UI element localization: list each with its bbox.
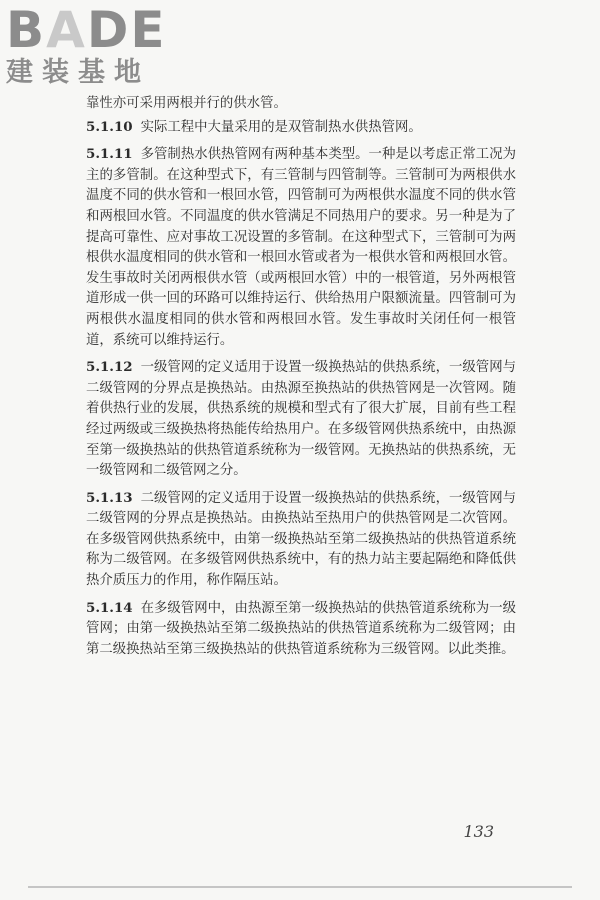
bottom-divider [28,886,572,888]
section-number: 5.1.12 [86,359,133,376]
section-5-1-14 [86,598,516,661]
bade-logo [6,1,167,88]
section-5-1-10 [86,117,516,139]
section-text: 多管制热水供热管网有两种基本类型。一种是以考虑正常工况为主的多管制。在这种型式下，有三管制与四管制等。三管制可为两根供水温度不同的供水管和一根回水管，四管制可为两根供水温度不同的供水管和两根回水管。不同温度的供水管满足不同热用户的要求。另一种是为了提高可靠性、应对事故工况设置的多管制。在这种型式下，三管制可为两根供水温度相同的供水管和一根回水管或者为一根供水管和两根回水管。发生事故时关闭两根供水管（或两根回水管）中的一根管道，另外两根管道形成一供一回的环路可以维持运行、供给热用户限额流量。四管制可为两根供水温度相同的供水管和两根回水管。发生事故时关闭任何一根管道，系统可以维持运行。 [86,147,516,348]
logo-subtitle: 建装基地 [6,57,150,88]
page-number: 133 [463,822,494,841]
section-text: 实际工程中大量采用的是双管制热水供热管网。 [140,119,422,135]
page-body [86,94,516,666]
section-5-1-13 [86,488,516,592]
logo-letters-de: DE [86,1,167,59]
section-text: 一级管网的定义适用于设置一级换热站的供热系统，一级管网与二级管网的分界点是换热站。由热源至换热站的供热管网是一次管网。随着供热行业的发展，供热系统的规模和型式有了很大扩展，目前有些工程经过两级或三级换热将热能传给热用户。在多级管网供热系统中，由热源至第一级换热站的供热管道系统称为一级管网。无换热站的供热系统，无一级管网和二级管网之分。 [86,360,516,479]
section-text: 在多级管网中，由热源至第一级换热站的供热管道系统称为一级管网；由第一级换热站至第二级换热站的供热管道系统称为二级管网；由第二级换热站至第三级换热站的供热管道系统称为三级管网。以此类推。 [86,600,516,657]
logo-wordmark [6,1,167,59]
logo-letter-b: B [6,1,47,59]
section-number: 5.1.10 [86,118,133,135]
logo-letter-a: A [46,1,87,59]
section-number: 5.1.14 [86,599,133,616]
section-5-1-11 [86,144,516,351]
section-number: 5.1.13 [86,489,133,506]
section-text: 二级管网的定义适用于设置一级换热站的供热系统，一级管网与二级管网的分界点是换热站。由换热站至热用户的供热管网是二次管网。在多级管网供热系统中，由第一级换热站至第二级换热站的供热管道系统称为二级管网。在多级管网供热系统中，有的热力站主要起隔绝和降低供热介质压力的作用，称作隔压站。 [86,490,516,589]
section-number: 5.1.11 [86,146,133,163]
continued-paragraph: 靠性亦可采用两根并行的供水管。 [86,96,287,111]
section-5-1-12 [86,357,516,482]
